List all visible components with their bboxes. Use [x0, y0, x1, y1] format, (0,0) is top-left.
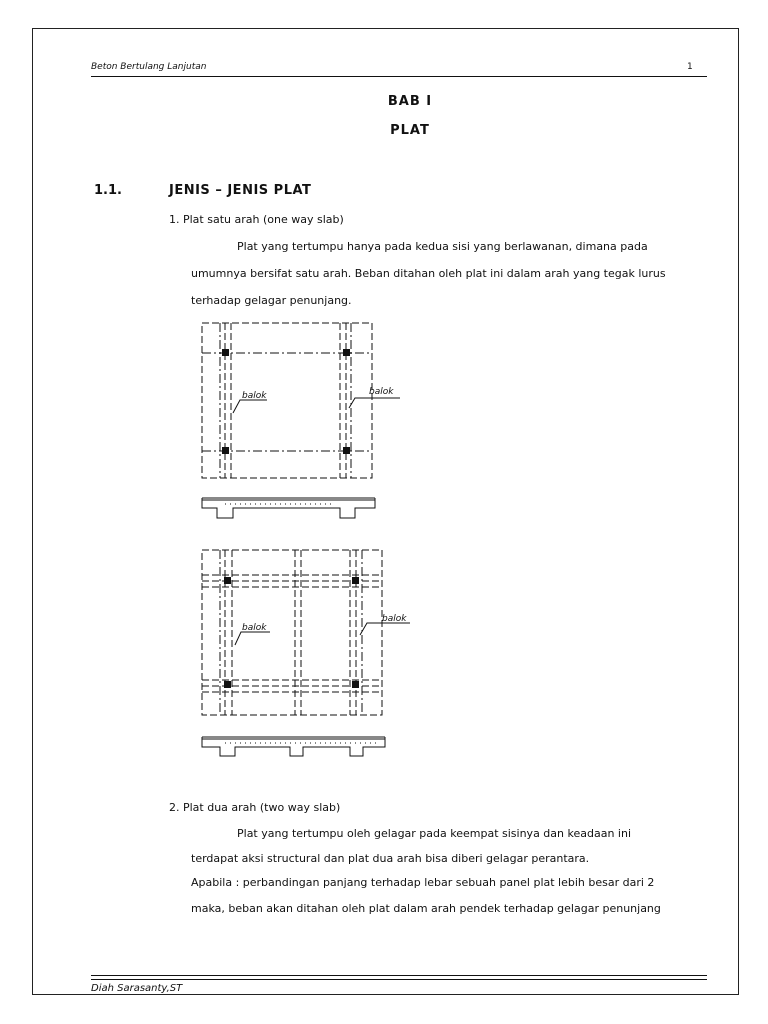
header-rule — [91, 76, 707, 77]
beam-label-right-2: balok — [382, 614, 407, 624]
running-header: Beton Bertulang Lanjutan — [91, 62, 207, 72]
item-2-line-2: terdapat aksi structural dan plat dua arah bisa diberi gelagar perantara. — [191, 852, 590, 865]
chapter-label: BAB I — [387, 94, 433, 109]
column-marker — [224, 681, 231, 688]
item-1-title: 1. Plat satu arah (one way slab) — [169, 213, 344, 226]
item-1-line-1: Plat yang tertumpu hanya pada kedua sisi yang berlawanan, dimana pada — [237, 240, 648, 253]
section-title: JENIS – JENIS PLAT — [169, 183, 312, 198]
column-marker — [224, 577, 231, 584]
chapter-title: PLAT — [390, 123, 430, 138]
one-way-slab-diagram — [195, 318, 415, 523]
item-1-line-2: umumnya bersifat satu arah. Beban ditahan oleh plat ini dalam arah yang tegak lurus — [191, 267, 666, 280]
item-2-line-3: Apabila : perbandingan panjang terhadap lebar sebuah panel plat lebih besar dari 2 — [191, 876, 655, 889]
item-2-line-1: Plat yang tertumpu oleh gelagar pada keempat sisinya dan keadaan ini — [237, 827, 631, 840]
column-marker — [352, 681, 359, 688]
beam-label-left: balok — [242, 391, 267, 401]
footer-rule — [91, 975, 707, 976]
column-marker — [343, 349, 350, 356]
item-2-title: 2. Plat dua arah (two way slab) — [169, 801, 341, 814]
section-number: 1.1. — [94, 183, 122, 198]
item-2-paragraph — [191, 820, 701, 922]
column-marker — [352, 577, 359, 584]
column-marker — [222, 447, 229, 454]
footer-rule-thin — [91, 979, 707, 980]
item-1-paragraph — [191, 233, 701, 314]
item-2-line-4: maka, beban akan ditahan oleh plat dalam arah pendek terhadap gelagar penunjang — [191, 902, 661, 915]
column-marker — [343, 447, 350, 454]
beam-label-left-2: balok — [242, 623, 267, 633]
page-number: 1 — [687, 62, 693, 72]
footer-author: Diah Sarasanty,ST — [91, 983, 183, 994]
beam-label-right: balok — [369, 387, 394, 397]
column-marker — [222, 349, 229, 356]
item-1-line-3: terhadap gelagar penunjang. — [191, 294, 352, 307]
two-way-slab-diagram — [195, 545, 425, 765]
